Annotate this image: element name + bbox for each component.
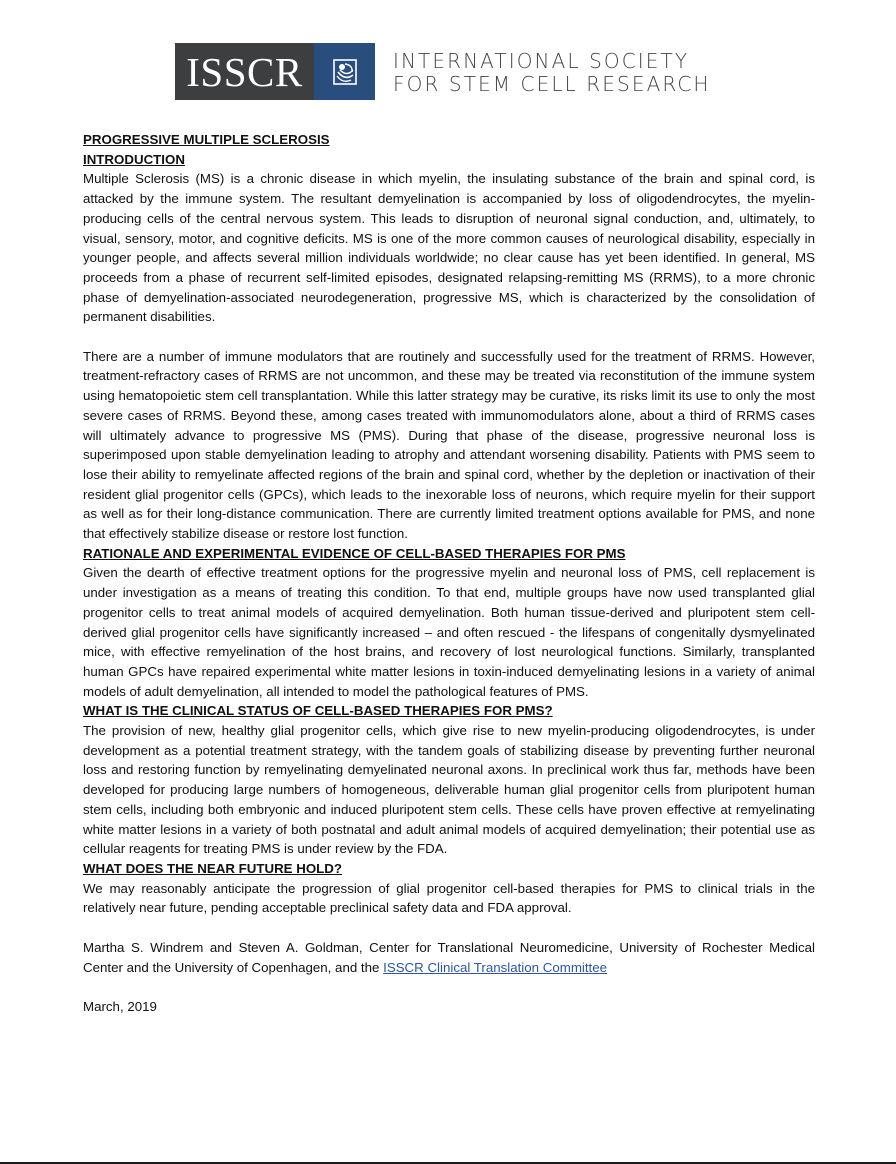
stem-cell-spiral-icon [333,59,357,85]
paragraph-spacer [83,977,815,997]
logo-line-2: FOR STEM CELL RESEARCH [393,72,711,96]
document-body [83,130,815,1017]
logo-line-1: INTERNATIONAL SOCIETY [393,49,690,73]
section-heading-introduction: INTRODUCTION [83,151,185,167]
intro-paragraph-2: There are a number of immune modulators that are routinely and successfully used for the treatment of RRMS. However, treatment-refractory cases of RRMS are not uncommon, and these may be treated via reconstitution of the immune system using hematopoietic stem cell transplantation. While this latter strategy may be curative, its risks limit its use to only the most severe cases of RRMS. Beyond these, among cases treated with immunomodulators alone, about a third of RRMS cases will ultimately advance to progressive MS (PMS). During that phase of the disease, progressive neuronal loss is superimposed upon stable demyelination leading to atrophy and attendant worsening disability. Patients with PMS seem to lose their ability to remyelinate affected regions of the brain and spinal cord, whether by the depletion or inactivation of their resident glial progenitor cells (GPCs), which leads to the inexorable loss of neurons, which require myelin for their support as well as for their long-distance communication. There are currently limited treatment options available for PMS, and none that effectively stabilize disease or restore lost function. [83,348,815,542]
near-future-paragraph: We may reasonably anticipate the progression of glial progenitor cell-based therapies for PMS to clinical trials in the relatively near future, pending acceptable preclinical safety data and FDA approval. [83,880,815,916]
rationale-paragraph: Given the dearth of effective treatment options for the progressive myelin and neuronal loss of PMS, cell replacement is under investigation as a means of treating this condition. To that end, multiple groups have now used transplanted glial progenitor cells to treat animal models of acquired demyelination. Both human tissue-derived and pluripotent stem cell-derived glial progenitor cells have significantly increased – and often rescued - the lifespans of congenitally dysmyelinated mice, with effective remyelination of the host brains, and recovery of lost neurological functions. Similarly, transplanted human GPCs have repaired experimental white matter lesions in toxin-induced demyelinating lesions in a variety of animal models of adult demyelination, all intended to model the pathological features of PMS. [83,565,815,699]
isscr-logo [175,43,375,100]
section-heading-clinical-status: WHAT IS THE CLINICAL STATUS OF CELL-BASED THERAPIES FOR PMS? [83,703,553,719]
logo-emblem [314,43,375,100]
logo-wordmark [393,50,711,96]
paragraph-spacer [83,327,815,347]
logo-abbrev: ISSCR [175,43,314,100]
intro-paragraph-1: Multiple Sclerosis (MS) is a chronic disease in which myelin, the insulating substance of the brain and spinal cord, is attacked by the immune system. The resultant demyelination is accompanied by loss of oligodendrocytes, the myelin-producing cells of the central nervous system. This leads to disruption of neuronal signal conduction, and, ultimately, to visual, sensory, motor, and cognitive deficits. MS is one of the more common causes of neurological disability, especially in younger people, and affects several million individuals worldwide; no clear cause has yet been identified. In general, MS proceeds from a phase of recurrent self-limited episodes, designated relapsing-remitting MS (RRMS), to a more chronic phase of demyelination-associated neurodegeneration, progressive MS, which is characterized by the consolidation of permanent disabilities. [83,171,815,325]
section-heading-rationale: RATIONALE AND EXPERIMENTAL EVIDENCE OF CELL-BASED THERAPIES FOR PMS [83,545,626,561]
committee-link[interactable]: ISSCR Clinical Translation Committee [383,959,608,975]
paragraph-spacer [83,918,815,938]
authors-text: Martha S. Windrem and Steven A. Goldman, Center for Translational Neuromedicine, University of Rochester Medical Center and the University of Copenhagen, and the [83,939,815,975]
document-title: PROGRESSIVE MULTIPLE SCLEROSIS [83,132,330,147]
document-date: March, 2019 [83,998,157,1014]
section-heading-near-future: WHAT DOES THE NEAR FUTURE HOLD? [83,861,343,876]
authors-paragraph [83,938,815,977]
clinical-status-paragraph: The provision of new, healthy glial progenitor cells, which give rise to new myelin-producing oligodendrocytes, is under development as a potential treatment strategy, with the tandem goals of stabilizing disease by preventing further neuronal loss and restoring function by remyelinating demyelinated neuronal axons. In preclinical work thus far, methods have been developed for producing large numbers of homogeneous, deliverable human glial progenitor cells from pluripotent human stem cells, including both embryonic and induced pluripotent stem cells. These cells have proven effective at remyelinating white matter lesions in a variety of both postnatal and adult animal models of acquired demyelination; their potential use as cellular reagents for treating PMS is under review by the FDA. [83,723,815,857]
